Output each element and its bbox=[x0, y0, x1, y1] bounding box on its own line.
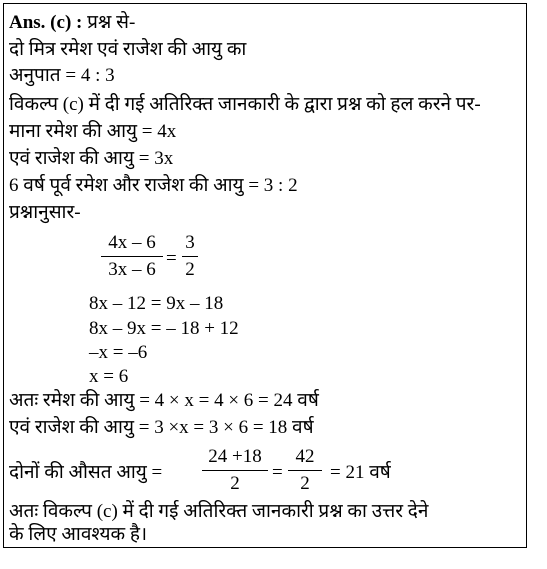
answer-intro: प्रश्न से- bbox=[87, 12, 136, 33]
text-line-4: माना रमेश की आयु = 4x bbox=[9, 121, 177, 142]
average-f2-denominator: 2 bbox=[300, 473, 310, 494]
step-line-4: x = 6 bbox=[89, 366, 129, 387]
rhs-numerator: 3 bbox=[185, 232, 195, 253]
conclusion-line-1: अतः विकल्प (c) में दी गई अतिरिक्त जानकारी प्रश्न का उत्तर देने bbox=[9, 501, 429, 522]
average-fraction-2 bbox=[288, 446, 322, 495]
text-line-3: विकल्प (c) में दी गई अतिरिक्त जानकारी के द्वारा प्रश्न को हल करने पर- bbox=[9, 94, 481, 115]
text-line-6: 6 वर्ष पूर्व रमेश और राजेश की आयु = 3 : 2 bbox=[9, 175, 298, 196]
equation-lhs-fraction bbox=[101, 232, 163, 281]
result-line-1: अतः रमेश की आयु = 4 × x = 4 × 6 = 24 वर्ष bbox=[9, 390, 319, 411]
text-line-2: अनुपात = 4 : 3 bbox=[9, 65, 115, 86]
average-prefix: दोनों की औसत आयु = bbox=[9, 462, 163, 483]
lhs-numerator: 4x – 6 bbox=[108, 232, 156, 253]
average-f1-bar bbox=[202, 470, 268, 471]
average-result: = 21 वर्ष bbox=[330, 462, 391, 483]
answer-heading bbox=[9, 12, 135, 34]
lhs-fraction-bar bbox=[101, 256, 163, 257]
text-line-1: दो मित्र रमेश एवं राजेश की आयु का bbox=[9, 39, 247, 60]
result-line-2: एवं राजेश की आयु = 3 ×x = 3 × 6 = 18 वर्ष bbox=[9, 417, 314, 438]
step-line-3: –x = –6 bbox=[89, 342, 148, 363]
answer-label: Ans. (c) : bbox=[9, 12, 83, 33]
text-line-7: प्रश्नानुसार- bbox=[9, 202, 81, 223]
conclusion-line-2: के लिए आवश्यक है। bbox=[9, 524, 148, 545]
equation-equals: = bbox=[166, 248, 177, 269]
average-f2-numerator: 42 bbox=[295, 446, 315, 467]
step-line-1: 8x – 12 = 9x – 18 bbox=[89, 293, 224, 314]
equation-rhs-fraction bbox=[182, 232, 198, 281]
solution-box bbox=[3, 3, 527, 548]
average-f1-denominator: 2 bbox=[230, 473, 240, 494]
average-f2-bar bbox=[288, 470, 322, 471]
step-line-2: 8x – 9x = – 18 + 12 bbox=[89, 318, 239, 339]
rhs-denominator: 2 bbox=[185, 259, 195, 280]
rhs-fraction-bar bbox=[182, 256, 198, 257]
lhs-denominator: 3x – 6 bbox=[108, 259, 156, 280]
average-fraction-1 bbox=[202, 446, 268, 495]
text-line-5: एवं राजेश की आयु = 3x bbox=[9, 148, 174, 169]
average-f1-numerator: 24 +18 bbox=[208, 446, 262, 467]
average-equals: = bbox=[272, 462, 283, 483]
